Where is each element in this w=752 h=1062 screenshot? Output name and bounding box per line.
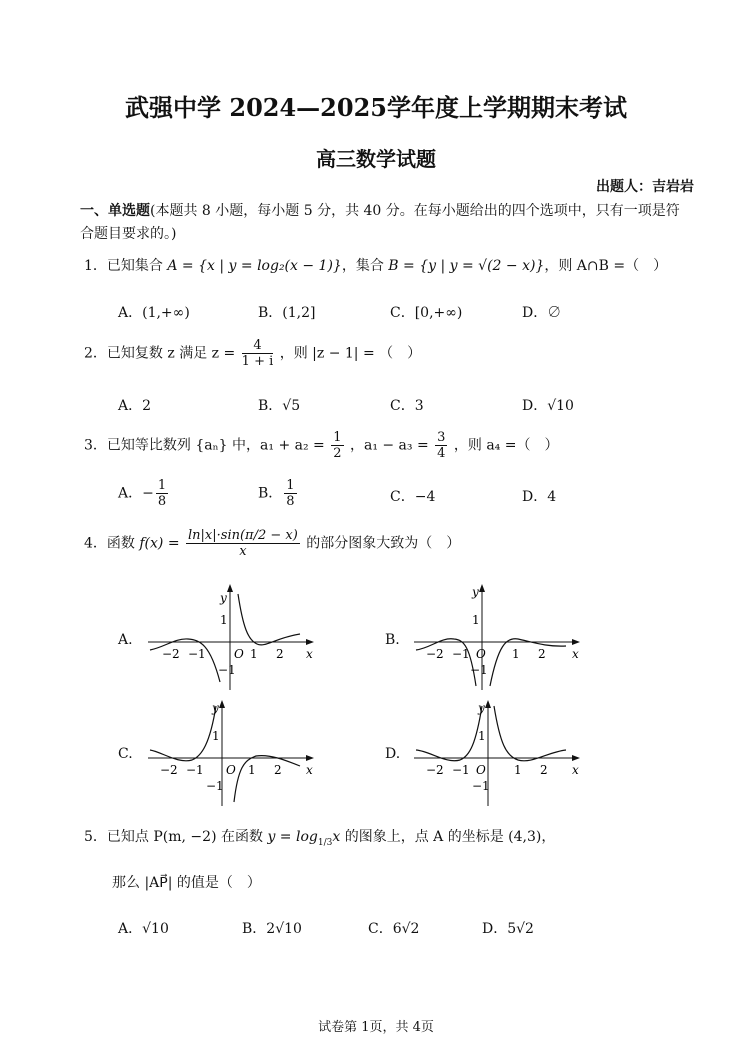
q2-option-d[interactable]: D．√10 — [522, 398, 574, 414]
graph-b-x-label: x — [572, 647, 579, 661]
graph-d-tick-y1: 1 — [478, 729, 486, 743]
q5-text-post: 的图象上，点 A 的坐标是 (4,3)， — [344, 829, 556, 845]
q2-text: 已知复数 z 满足 z = — [106, 345, 236, 362]
q3-f2-num: 3 — [437, 430, 446, 445]
q3-opt-b-num: 1 — [286, 478, 295, 493]
graph-a-label[interactable]: A. — [118, 632, 133, 648]
q5-option-a[interactable]: A．√10 — [118, 921, 169, 937]
q3-text-mid: ，a₁ − a₃ = — [349, 437, 429, 454]
graph-a-tick-x3: 2 — [276, 647, 284, 661]
q5-func-var: x — [332, 829, 341, 845]
graph-d-tick-x0: −2 — [426, 763, 444, 777]
graph-a-tick-x2: 1 — [250, 647, 258, 661]
graph-c-y-label: y — [212, 701, 219, 715]
q4-fraction — [186, 528, 300, 559]
q2-fraction — [242, 338, 274, 369]
q3-f1-den: 2 — [333, 446, 342, 461]
q1-option-c[interactable]: C．[0,+∞) — [390, 305, 463, 321]
graph-a-x-label: x — [306, 647, 313, 661]
graph-c-x-label: x — [306, 763, 313, 777]
q2-option-b[interactable]: B．√5 — [258, 398, 301, 414]
q1-set-a: A = {x | y = log₂(x − 1)} — [167, 258, 342, 274]
q1-option-a[interactable]: A．(1,+∞) — [118, 305, 190, 321]
graph-c-tick-x1: −1 — [186, 763, 204, 777]
q5-option-b[interactable]: B．2√10 — [242, 921, 302, 937]
graph-d-tick-x3: 2 — [540, 763, 548, 777]
question-5 — [84, 826, 555, 848]
q3-fraction-1 — [331, 430, 343, 461]
graph-a-tick-y1: 1 — [220, 613, 228, 627]
q5-text: 已知点 P(m, −2) 在函数 — [106, 829, 263, 845]
q3-number: 3． — [84, 437, 107, 454]
q3-fraction-2 — [435, 430, 447, 461]
q3-f2-den: 4 — [437, 446, 446, 461]
graph-b-tick-ym1: −1 — [470, 663, 488, 677]
q3-option-d[interactable]: D．4 — [522, 489, 557, 505]
q4-number: 4． — [84, 535, 107, 552]
q3-opt-a-label: A．− — [118, 485, 154, 502]
graph-a-tick-x1: −1 — [188, 647, 206, 661]
graph-d-label[interactable]: D. — [385, 746, 401, 762]
graph-b-tick-x2: 1 — [512, 647, 520, 661]
graph-d-tick-ym1: −1 — [472, 779, 490, 793]
graph-b-tick-x0: −2 — [426, 647, 444, 661]
q1-text: 已知集合 — [106, 258, 163, 274]
graph-c-tick-x2: 1 — [248, 763, 256, 777]
q4-text: 函数 — [106, 535, 135, 552]
graph-a-y-label: y — [220, 591, 227, 605]
q2-text-post: ，则 |z − 1| = （ ） — [279, 345, 422, 362]
q3-opt-a-den: 8 — [157, 494, 167, 509]
q4-func: f(x) = — [139, 535, 180, 552]
graph-b-tick-x3: 2 — [538, 647, 546, 661]
graph-c-origin: O — [226, 763, 236, 777]
graph-c-tick-x0: −2 — [160, 763, 178, 777]
q1-option-d[interactable]: D．∅ — [522, 305, 562, 321]
section-note: (本题共 8 小题，每小题 5 分，共 40 分。在每小题给出的四个选项中，只有一项是符合题目要求的。) — [80, 203, 680, 242]
exam-subtitle: 高三数学试题 — [316, 147, 436, 171]
q2-option-c[interactable]: C．3 — [390, 398, 424, 414]
graph-a-tick-x0: −2 — [162, 647, 180, 661]
question-3 — [84, 430, 558, 461]
graph-d-x-label: x — [572, 763, 579, 777]
q4-frac-num: ln|x|·sin(π/2 − x) — [188, 528, 298, 543]
q2-number: 2． — [84, 345, 107, 362]
graph-b-tick-x1: −1 — [452, 647, 470, 661]
q3-opt-a-frac — [156, 478, 168, 509]
graph-b-label[interactable]: B. — [385, 632, 400, 648]
q5-log-base: 1/3 — [317, 837, 333, 848]
q4-text-post: 的部分图象大致为（ ） — [306, 535, 461, 552]
exam-title: 武强中学 2024—2025学年度上学期期末考试 — [125, 93, 627, 122]
graph-b-tick-y1: 1 — [472, 613, 480, 627]
q1-text-mid: ，集合 — [341, 258, 384, 274]
author-line: 出题人：吉岩岩 — [596, 179, 694, 195]
graph-a-origin: O — [234, 647, 244, 661]
graph-d[interactable] — [406, 698, 586, 810]
q5-option-c[interactable]: C．6√2 — [368, 921, 420, 937]
q3-f1-num: 1 — [333, 430, 342, 445]
graph-a[interactable] — [140, 582, 320, 694]
graph-c[interactable] — [140, 698, 320, 810]
q2-frac-den: 1 + i — [241, 354, 274, 369]
question-4 — [84, 528, 460, 559]
section-instructions — [80, 200, 680, 246]
q5-option-d[interactable]: D．5√2 — [482, 921, 534, 937]
q3-opt-a-num: 1 — [157, 478, 167, 493]
section-heading: 一、单选题 — [80, 203, 150, 219]
graph-c-label[interactable]: C. — [118, 746, 133, 762]
graph-c-tick-ym1: −1 — [206, 779, 224, 793]
q5-line-2: 那么 |AP⃗| 的值是（ ） — [112, 875, 261, 891]
graph-d-tick-x2: 1 — [514, 763, 522, 777]
question-2 — [84, 338, 421, 369]
q2-option-a[interactable]: A．2 — [118, 398, 152, 414]
q1-set-b: B = {y | y = √(2 − x)} — [388, 258, 545, 274]
graph-b[interactable] — [406, 582, 586, 694]
graph-d-origin: O — [476, 763, 486, 777]
q3-option-a[interactable] — [118, 478, 170, 509]
q3-opt-b-den: 8 — [286, 494, 295, 509]
graph-b-y-label: y — [472, 585, 479, 599]
q5-func: y = log — [267, 829, 318, 845]
q4-frac-den: x — [239, 544, 247, 559]
q2-frac-num: 4 — [242, 338, 274, 354]
q3-text-post: ，则 a₄ =（ ） — [453, 437, 559, 454]
page-footer: 试卷第 1页，共 4页 — [318, 1020, 434, 1035]
q1-text-post: ，则 A∩B =（ ） — [544, 258, 668, 274]
graph-c-tick-y1: 1 — [212, 729, 220, 743]
graph-b-origin: O — [476, 647, 486, 661]
q3-option-c[interactable]: C．−4 — [390, 489, 436, 505]
graph-d-tick-x1: −1 — [452, 763, 470, 777]
q3-opt-b-frac — [284, 478, 296, 509]
question-1 — [84, 255, 667, 275]
q1-option-b[interactable]: B．(1,2] — [258, 305, 316, 321]
q3-option-b[interactable] — [258, 478, 299, 509]
q5-number: 5． — [84, 829, 107, 845]
q3-text: 已知等比数列 {aₙ} 中，a₁ + a₂ = — [106, 437, 325, 454]
graph-a-tick-ym1: −1 — [218, 663, 236, 677]
graph-d-y-label: y — [478, 701, 485, 715]
q3-opt-b-label: B． — [258, 485, 283, 502]
q1-number: 1． — [84, 258, 107, 274]
graph-c-tick-x3: 2 — [274, 763, 282, 777]
